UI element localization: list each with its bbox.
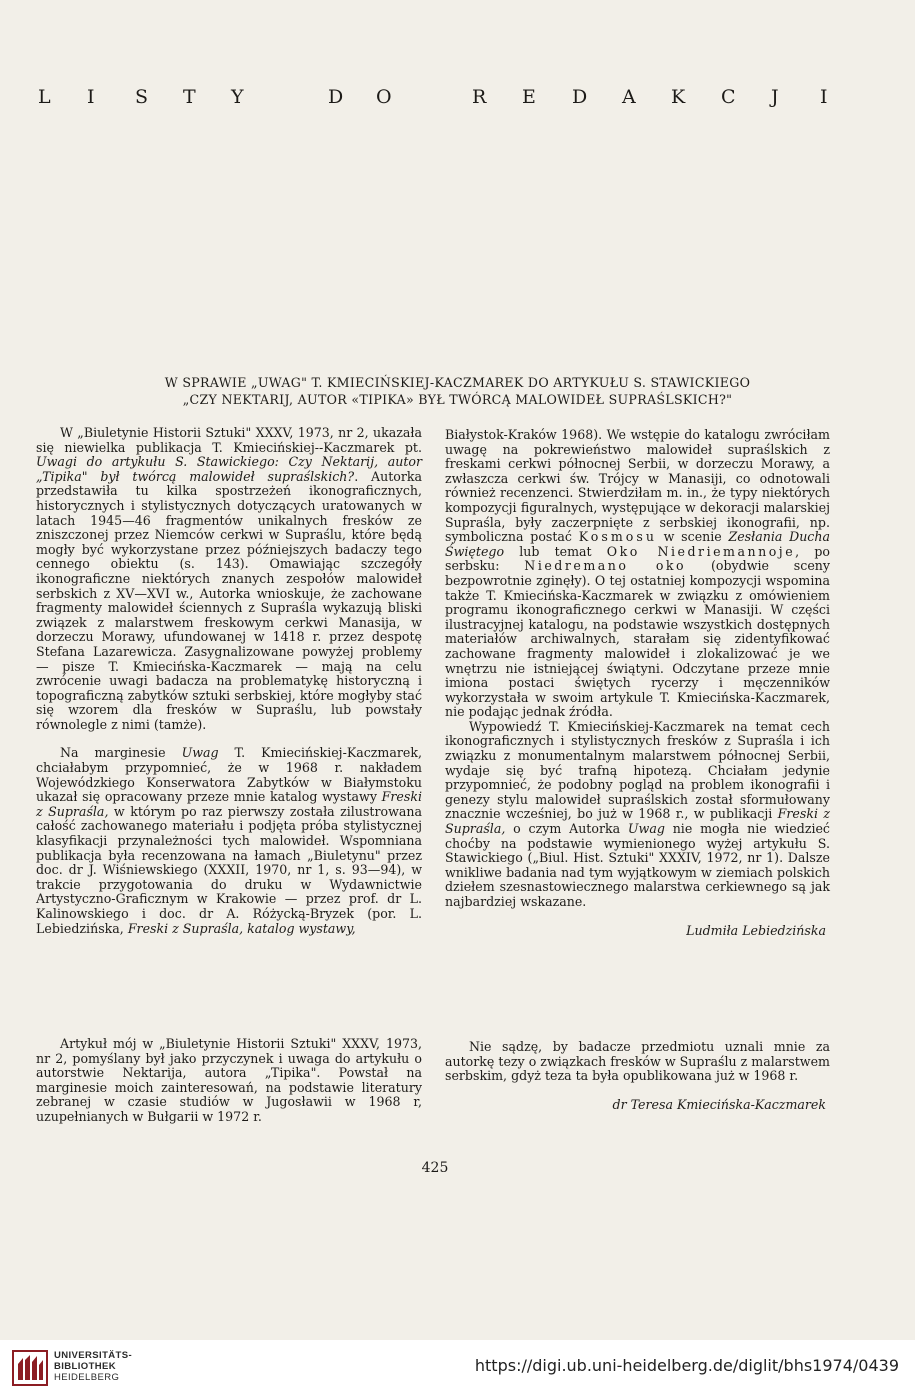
text-run-italic: Uwag	[181, 745, 219, 761]
header-letter: R	[472, 86, 487, 108]
letter2-signature: dr Teresa Kmiecińska-Kaczmarek	[612, 1096, 826, 1112]
library-name-line: HEIDELBERG	[54, 1372, 120, 1383]
viewer-footer	[0, 1340, 915, 1396]
text-run: nie mogła nie wiedzieć choćby na podstawie wymienionego wyżej artykułu S. Stawickiego („Biul. Hist. Sztuki" XXXIV, 1972, nr 1). Dalsze wnikliwe badania nad tym wyjątkowym w ziemiach polskich dziełem szesnastowiecznego malarstwa cerkiewnego są jak najbardziej wskazane.	[445, 821, 830, 909]
header-letter: T	[183, 86, 196, 108]
letter1-column-right	[445, 428, 830, 938]
text-run-italic: Freski z Supraśla,	[445, 806, 830, 837]
library-name-line: BIBLIOTHEK	[54, 1361, 117, 1372]
title-line-2: „CZY NEKTARIJ, AUTOR «TIPIKA» BYŁ TWÓRCĄ MALOWIDEŁ SUPRAŚLSKICH?"	[182, 392, 733, 407]
letter1-signature: Ludmiła Lebiedzińska	[686, 922, 826, 938]
text-run-italic: Zesłania Ducha Świętego	[445, 529, 830, 559]
letter2-paragraph-2: Nie sądzę, by badacze przedmiotu uznali mnie za autorkę tezy o związkach fresków w Supraślu z malarstwem serbskim, gdyż teza ta była opublikowana już w 1968 r.	[445, 1039, 830, 1084]
header-letter: E	[522, 86, 536, 108]
text-run-italic: Uwag	[627, 821, 665, 837]
text-run: w scenie	[656, 529, 729, 545]
header-letter: O	[376, 86, 392, 108]
section-header	[38, 86, 838, 116]
text-run: lub temat	[504, 543, 607, 559]
article-title	[40, 374, 875, 408]
header-letter: K	[671, 86, 686, 108]
text-run: Białystok-Kraków 1968). We wstępie do katalogu zwróciłam uwagę na pokrewieństwo malowideł supraślskich z freskami cerkwi północnej Serbii, w dorzeczu Morawy, a zwłaszcza cerkwi św. Trójcy w Manasiji, co odnotowali również recenzenci. Stwierdziłam m. in., że typy niektórych kompozycji figuralnych, występujące w dekoracji malarskiej Supraśla, były zaczerpnięte z serbskiej ikonografii, np. symboliczna postać	[445, 427, 830, 545]
header-letter: D	[328, 86, 344, 108]
library-name	[54, 1350, 132, 1383]
text-run-spaced: Oko Niedriemannoje	[606, 543, 796, 559]
text-run: Wypowiedź T. Kmiecińskiej-Kaczmarek na temat cech ikonograficznych i stylistycznych fresków z Supraśla i ich związku z monumentalnym malarstwem północnej Serbii, wydaje się być trafną hipotezą. Chciałam jedynie przypomnieć, że podobny pogląd na problem ikonografii i genezy stylu malowideł supraślskich został sformułowany znacznie wcześniej, bo już w 1968 r., w publikacji	[445, 718, 830, 822]
header-letter: Y	[231, 86, 244, 108]
letter2-column-right	[445, 1040, 830, 1112]
text-run-spaced: Niedremano oko	[524, 558, 687, 574]
text-run: W „Biuletynie Historii Sztuki" XXXV, 1973, nr 2, ukazała się niewielka publikacja T. Kmiecińskiej--Kaczmarek pt.	[36, 425, 422, 455]
header-letter: D	[572, 86, 588, 108]
permalink-url[interactable]: https://digi.ub.uni-heidelberg.de/diglit/bhs1974/0439	[474, 1356, 899, 1375]
header-letter: L	[38, 86, 51, 108]
letter1-paragraph-2-continued	[445, 428, 830, 720]
letter1-column-left	[36, 426, 422, 936]
text-run: w którym po raz pierwszy została zilustrowana całość zachowanego materiału i podjęta próba stylistycznej klasyfikacji przynależności tych malowideł. Wspomniana publikacja była recenzowana na łamach „Biuletynu" przez doc. dr J. Wiśniewskiego (XXXII, 1970, nr 1, s. 93—94), w trakcie przygotowania do druku w Wydawnictwie Artystyczno-Graficznym w Krakowie — przez prof. dr L. Kalinowskiego i doc. dr A. Różycką-Bryzek (por. L. Lebiedzińska,	[36, 803, 422, 936]
letter1-paragraph-1	[36, 426, 422, 732]
page-number: 425	[421, 1160, 449, 1176]
letter2-column-left	[36, 1037, 422, 1125]
text-run-italic: Uwagi do artykułu S. Stawickiego: Czy Nektarij, autor „Tipika" był twórcą malowideł supraślskich?	[36, 454, 422, 484]
university-library-logo-icon	[12, 1350, 48, 1386]
text-run-italic: Freski z Supraśla, katalog wystawy,	[127, 920, 356, 936]
header-letter: I	[87, 86, 95, 108]
letter1-paragraph-3	[445, 720, 830, 910]
text-run-italic: Freski z Supraśla,	[36, 789, 422, 819]
text-run: , po serbsku:	[445, 543, 830, 574]
letter2-paragraph-1: Artykuł mój w „Biuletynie Historii Sztuki" XXXV, 1973, nr 2, pomyślany był jako przyczynek i uwaga do artykułu o autorstwie Nektarija, autora „Tipika". Powstał na marginesie moich zainteresowań, na podstawie literatury zebranej w czasie studiów w Jugosławii w 1968 r, uzupełnianych w Bułgarii w 1972 r.	[36, 1036, 422, 1124]
text-run: . Autorka przedstawiła tu kilka spostrzeżeń ikonograficznych, historycznych i stylistycznych dotyczących uratowanych w latach 1945—46 fragmentów unikalnych fresków ze zniszczonej przez Niemców cerkwi w Supraślu, które będą mogły być wykorzystane przez późniejszych badaczy tego cennego obiektu (s. 143). Omawiając szczegóły ikonograficzne niektórych znanych zespołów malowideł serbskich z XV—XVI w., Autorka wnioskuje, że zachowane fragmenty malowideł ściennych z Supraśla wykazują bliski związek z malarstwem freskowym cerkwi Manasija, w dorzeczu Morawy, ufundowanej w 1418 r. przez despotę Stefana Lazarewicza. Zasygnalizowane powyżej problemy — pisze T. Kmiecińska-Kaczmarek — mają na celu zwrócenie uwagi badacza na problematykę historyczną i topograficzną zabytków sztuki serbskiej, które mogłyby stać się wzorem dla fresków w Supraślu, lub powstały równolegle z nimi (tamże).	[36, 468, 423, 732]
text-run: (obydwie sceny bezpowrotnie zginęły). O tej ostatniej kompozycji wspomina także T. Kmiecińska-Kaczmarek w związku z omówieniem programu ikonograficznego cerkwi w Manasiji. W części ilustracyjnej katalogu, na podstawie wszystkich dostępnych materiałów archiwalnych, starałam się zidentyfikować zachowane fragmenty malowideł i zlokalizować je we wnętrzu nie istniejącej świątyni. Odczytane przeze mnie imiona postaci świętych rycerzy i męczenników wykorzystała w swoim artykule T. Kmiecińska-Kaczmarek, nie podając jednak źródła.	[445, 558, 830, 720]
header-letter: I	[820, 86, 828, 108]
text-run: o czym Autorka	[505, 821, 628, 837]
header-letter: A	[622, 86, 636, 108]
title-line-1: W SPRAWIE „UWAG" T. KMIECIŃSKIEJ-KACZMAREK DO ARTYKUŁU S. STAWICKIEGO	[164, 375, 751, 390]
text-run: T. Kmiecińskiej-Kaczmarek, chciałabym przypomnieć, że w 1968 r. nakładem Wojewódzkiego Konserwatora Zabytków w Białymstoku ukazał się opracowany przeze mnie katalog wystawy	[36, 745, 422, 805]
header-letter: C	[721, 86, 736, 108]
header-letter: J	[771, 86, 779, 108]
header-letter: S	[135, 86, 149, 108]
text-run: Na marginesie	[60, 745, 182, 761]
library-name-line: UNIVERSITÄTS-	[54, 1350, 133, 1361]
text-run-spaced: Kosmosu	[578, 529, 657, 545]
letter1-paragraph-2	[36, 746, 422, 936]
